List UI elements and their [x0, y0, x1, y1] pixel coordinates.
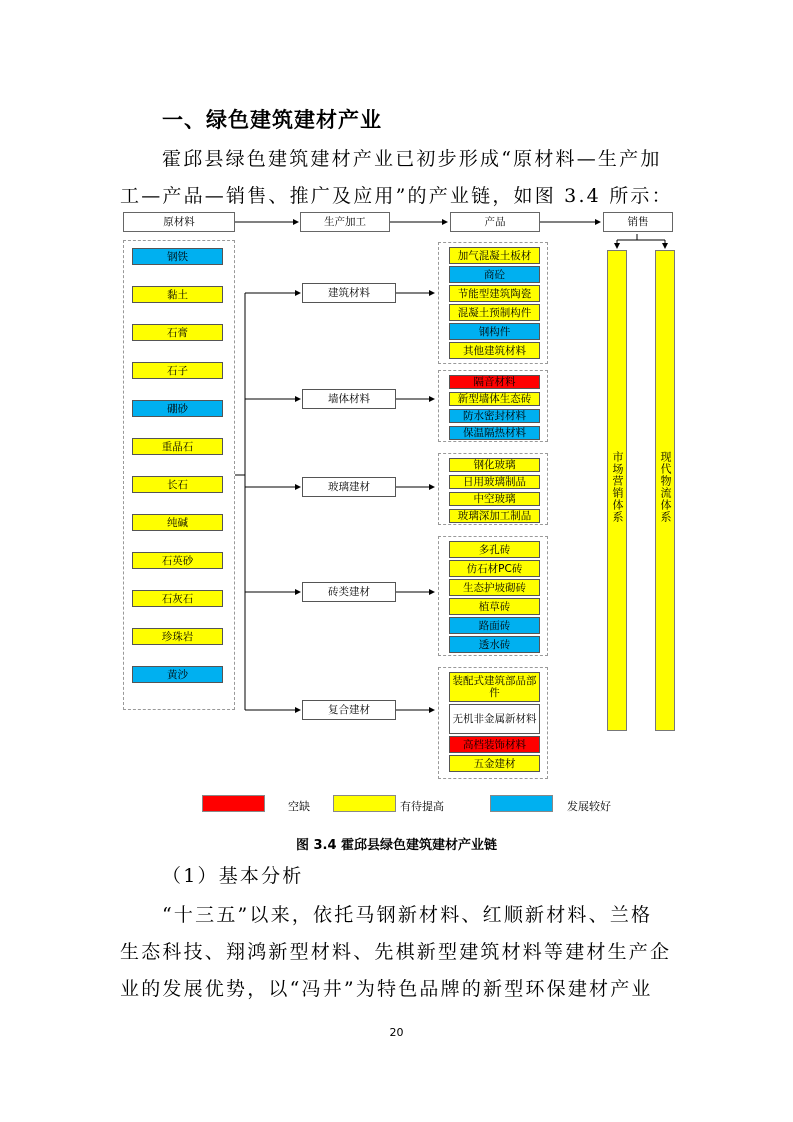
processing-building-materials: 建筑材料	[302, 283, 396, 303]
product-item: 植草砖	[449, 598, 540, 615]
raw-material-item: 纯碱	[132, 514, 223, 531]
page-number: 20	[389, 1026, 404, 1039]
legend-label-well-developed: 发展较好	[567, 800, 611, 813]
intro-line-1: 霍邱县绿色建筑建材产业已初步形成“原材料—生产加	[162, 148, 662, 170]
product-item: 装配式建筑部品部件	[449, 672, 540, 702]
product-item: 无机非金属新材料	[449, 704, 540, 734]
product-item: 高档装饰材料	[449, 736, 540, 753]
raw-material-item: 重晶石	[132, 438, 223, 455]
product-item: 透水砖	[449, 636, 540, 653]
processing-brick-materials: 砖类建材	[302, 582, 396, 602]
legend-swatch-blue	[490, 795, 553, 812]
raw-material-item: 钢铁	[132, 248, 223, 265]
product-item: 新型墙体生态砖	[449, 392, 540, 406]
product-item: 钢构件	[449, 323, 540, 340]
subheading: （1）基本分析	[162, 865, 304, 887]
header-raw-materials: 原材料	[123, 212, 235, 232]
raw-material-item: 石膏	[132, 324, 223, 341]
product-item: 隔音材料	[449, 375, 540, 389]
legend-label-vacant: 空缺	[288, 800, 310, 813]
product-item: 节能型建筑陶瓷	[449, 285, 540, 302]
product-item: 中空玻璃	[449, 492, 540, 506]
body-line-2: 生态科技、翔鸿新型材料、先棋新型建筑材料等建材生产企	[120, 941, 672, 963]
header-processing: 生产加工	[300, 212, 390, 232]
section-heading: 一、绿色建筑建材产业	[162, 108, 382, 132]
processing-wall-materials: 墙体材料	[302, 389, 396, 409]
header-sales: 销售	[603, 212, 673, 232]
raw-material-item: 珍珠岩	[132, 628, 223, 645]
product-item: 玻璃深加工制品	[449, 509, 540, 523]
raw-material-item: 硼砂	[132, 400, 223, 417]
header-products: 产品	[450, 212, 540, 232]
product-item: 加气混凝土板材	[449, 247, 540, 264]
legend-label-to-improve: 有待提高	[400, 800, 444, 813]
product-item: 其他建筑材料	[449, 342, 540, 359]
product-item: 钢化玻璃	[449, 458, 540, 472]
product-item: 保温隔热材料	[449, 426, 540, 440]
product-item: 混凝土预制构件	[449, 304, 540, 321]
product-item: 商砼	[449, 266, 540, 283]
industry-chain-diagram	[120, 210, 680, 830]
raw-material-item: 石英砂	[132, 552, 223, 569]
sales-logistics-column	[655, 250, 675, 731]
intro-line-2: 工—产品—销售、推广及应用”的产业链，如图 3.4 所示：	[120, 185, 673, 207]
processing-composite-materials: 复合建材	[302, 700, 396, 720]
raw-material-item: 黄沙	[132, 666, 223, 683]
raw-material-item: 长石	[132, 476, 223, 493]
figure-caption: 图 3.4 霍邱县绿色建筑建材产业链	[295, 838, 498, 853]
product-item: 防水密封材料	[449, 409, 540, 423]
body-line-3: 业的发展优势，以“冯井”为特色品牌的新型环保建材产业	[120, 978, 653, 1000]
raw-material-item: 黏土	[132, 286, 223, 303]
legend-swatch-red	[202, 795, 265, 812]
raw-material-item: 石子	[132, 362, 223, 379]
product-item: 路面砖	[449, 617, 540, 634]
sales-marketing-label: 市场营销体系	[611, 451, 624, 523]
body-line-1: “十三五”以来，依托马钢新材料、红顺新材料、兰格	[162, 904, 653, 926]
product-item: 仿石材PC砖	[449, 560, 540, 577]
sales-marketing-column	[607, 250, 627, 731]
sales-logistics-label: 现代物流体系	[659, 451, 672, 523]
product-item: 生态护坡砌砖	[449, 579, 540, 596]
processing-glass-materials: 玻璃建材	[302, 477, 396, 497]
product-item: 日用玻璃制品	[449, 475, 540, 489]
product-item: 多孔砖	[449, 541, 540, 558]
product-item: 五金建材	[449, 755, 540, 772]
legend-swatch-yellow	[333, 795, 396, 812]
raw-material-item: 石灰石	[132, 590, 223, 607]
